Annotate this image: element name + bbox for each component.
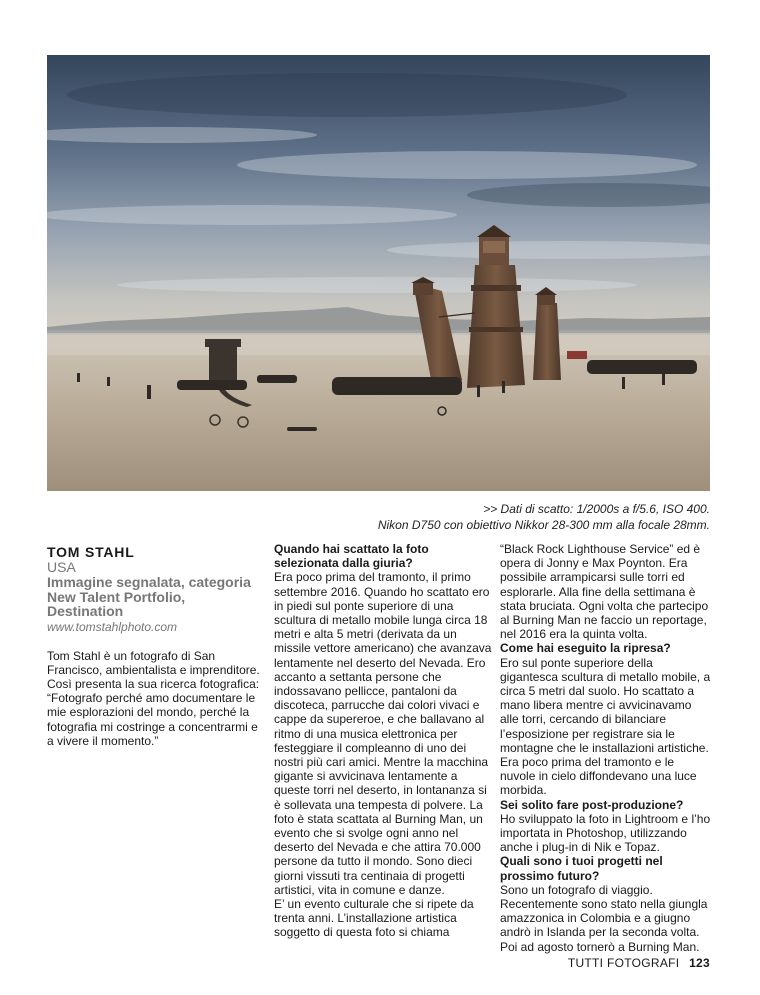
answer-1: Era poco prima del tramonto, il primo settembre 2016. Quando ho scattato ero in piedi sul ponte superiore di una scultura di metallo mobile lunga circa 18 metri e alta 5 metri (derivata da un missile vettore americano) che avanzava lentamente nel deserto del Nevada. Ero accanto a settanta persone che indossavano pellicce, pantaloni da discoteca, parrucche dai colori vivaci e cappe da supereroe, e che ballavano al ritmo di una musica elettronica per festeggiare il compleanno di uno dei nostri più cari amici. Mentre la macchina gigante si avvicinava lentamente a queste torri nel deserto, in lontananza si è sollevata una tempesta di polvere. La foto è stata scattata al Burning Man, un evento che si svolge ogni anno nel deserto del Nevada e che attira 70.000 persone da tutto il mondo. Sono dieci giorni vissuti tra centinaia di progetti artistici, vita in comune e danze. xyxy=(274,570,492,897)
author-website-link[interactable]: www.tomstahlphoto.com xyxy=(47,619,178,634)
author-bio: Tom Stahl è un fotografo di San Francisco, ambientalista e imprenditore. Così presenta la sua ricerca fotografica: “Fotografo perché amo documentare le mie esplorazioni del mondo, perché la fotografia mi costringe a concentrarmi e a vivere il momento.” xyxy=(47,648,260,748)
answer-1-continued: E’ un evento culturale che si ripete da trenta anni. L’installazione artistica soggetto di questa foto si chiama xyxy=(274,897,474,940)
page-number: 123 xyxy=(689,956,710,970)
answer-4: Sono un fotografo di viaggio. Recentemente sono stato nella giungla amazzonica in Colombia e a giugno andrò in Islanda per la seconda volta. Poi ad agosto tornerò a Burning Man. xyxy=(500,882,708,954)
answer-3: Ho sviluppato la foto in Lightroom e l’ho importata in Photoshop, utilizzando anche i plug-in di Nik e Topaz. xyxy=(500,811,711,855)
photo-caption xyxy=(300,502,710,533)
caption-line-shooting-data: >> Dati di scatto: 1/2000s a f/5.6, ISO 400. xyxy=(483,502,710,516)
page-footer xyxy=(568,956,710,970)
answer-2-continued: Era poco prima del tramonto e le nuvole in cielo diffondevano una luce morbida. xyxy=(500,755,697,798)
interview-column-1 xyxy=(274,542,492,940)
author-category: Immagine segnalata, categoria New Talent Portfolio, Destination xyxy=(47,574,251,619)
author-name: TOM STAHL xyxy=(47,544,135,560)
question-3: Sei solito fare post-produzione? xyxy=(500,797,684,812)
interview-column-2 xyxy=(500,542,712,954)
answer-2: Ero sul ponte superiore della gigantesca scultura di metallo mobile, a circa 5 metri dal suolo. Ho scattato a mano libera mentre ci avvicinavamo alle torri, cercando di bilanciare l’esposizione per registrare sia le montagne che le installazioni artistiche. xyxy=(500,655,711,755)
caption-line-equipment: Nikon D750 con obiettivo Nikkor 28-300 mm alla focale 28mm. xyxy=(377,517,710,532)
question-4: Quali sono i tuoi progetti nel prossimo futuro? xyxy=(500,854,663,883)
section-name: TUTTI FOTOGRAFI xyxy=(567,956,680,970)
question-1: Quando hai scattato la foto selezionata dalla giuria? xyxy=(274,542,429,571)
author-column xyxy=(47,542,262,748)
question-2: Come hai eseguito la ripresa? xyxy=(500,641,671,656)
author-country: USA xyxy=(47,559,76,575)
desert-lighthouse-photo xyxy=(47,55,710,491)
answer-1-end: “Black Rock Lighthouse Service” ed è opera di Jonny e Max Poynton. Era possibile arrampicarsi sulle torri ed esplorarle. Alla fine della settimana è stata bruciata. Ogni volta che partecipo al Burning Man ne faccio un reportage, nel 2016 era la quinta volta. xyxy=(500,542,709,642)
